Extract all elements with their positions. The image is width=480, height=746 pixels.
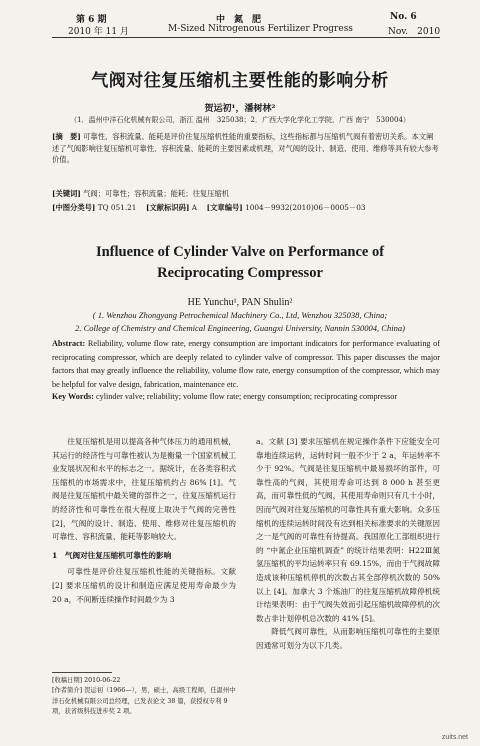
title-en-line2: Reciprocating Compressor [157,265,323,281]
authors-cn: 贺运初¹，潘树林² [204,104,276,114]
affiliation-cn: （1．温州中洋石化机械有限公司，浙江 温州 325038；2．广西大学化学化工学院，广西 南宁 530004） [70,116,410,124]
keywords-cn [52,188,440,200]
issue-en: No. 6 [390,12,417,22]
abstract-cn-text: 可靠性、容积流量、能耗是评价往复压缩机性能的重要指标，这些指标都与压缩机气阀有着密切关系。本文阐述了气阀影响往复压缩机可靠性、容积流量、能耗的主要因素或机理，对气阀的设计、制造、使用、维修等具有较大参考价值。 [52,132,439,164]
journal-en: M-Sized Nitrogenous Fertilizer Progress [168,24,353,34]
watermark: zuits.net [441,734,468,741]
journal-cn: 中 氮 肥 [216,15,262,25]
author-bio: [作者简介] 贺运初（1966—），男，硕士，高级工程师，任温州中洋石化机械有限公司总经理，已发表论文 38 篇，获授权专利 9 项，获省级科技进步奖 2 项。 [52,687,236,716]
keywords-cn-text: 气阀；可靠性；容积流量；能耗；往复压缩机 [83,189,230,198]
body-paragraph: 往复压缩机是用以提高各种气体压力的通用机械，其运行的经济性与可靠性被认为是衡量一个国家机械工业发展状况和水平的标志之一。据统计，在各类容积式压缩机的市场需求中，往复压缩机约占 86% [1]。气阀是往复压缩机中最关键的部件之一，往复压缩机运行的经济性和可靠性在很大程度上取决于气阀的完善性 [2]，气阀的设计、制造、使用、维修对往复压缩机的可靠性、容积流量、能耗等影响较大。 [52,437,236,542]
footnote [52,676,236,718]
body-right-column [256,435,440,653]
abstract-cn-label: [摘 要] [52,132,81,141]
keywords-en-label: Key Words: [52,392,94,401]
date-en: Nov. 2010 [388,27,441,37]
body-left-column [52,435,236,606]
authors-en: HE Yunchu¹, PAN Shulin² [187,297,293,308]
received-date: [收稿日期] 2010-06-22 [52,677,121,684]
header-rule [52,37,440,38]
doc-code: A [191,203,198,212]
abstract-en-text: Reliability, volume flow rate, energy consumption are important indicators for performance evaluating of reciprocating compressor, which are deeply related to cylinder valve of compressor. This paper discusses the major factors that may greatly influence the reliability, volume flow rate, energy consumption of the compressor, which may be helpful for valve design, fabrication, maintenance etc. [52,339,440,389]
doc-code-label: [文献标识码] [146,203,190,212]
abstract-en [52,337,440,391]
body-paragraph: 降低气阀可靠性，从而影响压缩机可靠性的主要原因通常可划分为以下几类。 [256,627,440,650]
abstract-en-label: Abstract: [52,339,86,348]
abstract-cn [52,131,440,166]
class-no: TQ 051.21 [97,203,137,212]
section-heading: 1 气阀对往复压缩机可靠性的影响 [52,550,172,560]
title-cn: 气阀对往复压缩机主要性能的影响分析 [91,71,389,91]
keywords-en [52,390,440,404]
footnote-rule [52,672,112,673]
issue-cn: 第 6 期 [76,15,107,25]
body-paragraph: a。文献 [3] 要求压缩机在规定操作条件下应能安全可靠地连续运转，运转时间一般不少于 2 a，年运转率不少于 92%。气阀是往复压缩机中最易损坏的部件，可靠性高的气阀，其使用寿命可达到 8 000 h 甚至更高，而可靠性低的气阀，其使用寿命则只有几十小时，因而气阀对往复压缩机的可靠性具有重大影响。众多压缩机的连续运转时间没有达到相关标准要求的关键原因之一是气阀的可靠性有待提高。我国原化工部组织进行的 “中氮企业压缩机调查” 的统计结果表明：H22Ⅲ氮氢压缩机的平均运转率只有 69.15%，而由于气阀故障造成该种压缩机停机的次数占其全部停机次数的 50% 以上 [4]。加拿大 3 个炼油厂的往复压缩机故障停机统计结果表明：由于气阀失效而引起压缩机故障停机的次数占非计划停机总次数的 41% [5]。 [256,437,440,623]
body-paragraph: 可靠性是评价往复压缩机性能的关键指标。文献 [2] 要求压缩机的设计和制造应满足使用寿命最少为 20 a，不间断连续操作时间最少为 3 [52,567,236,604]
title-en-line1: Influence of Cylinder Valve on Performance of [95,244,385,260]
class-no-label: [中图分类号] [52,203,96,212]
affiliation-en-1: ( 1. Wenzhou Zhongyang Petrochemical Machinery Co., Ltd, Wenzhou 325038, China; [92,310,388,320]
date-cn: 2010 年 11 月 [68,27,129,37]
article-no-label: [文章编号] [206,203,243,212]
article-no: 1004－9932(2010)06－0005－03 [245,203,366,212]
keywords-cn-label: [关键词] [52,189,81,198]
classification-line [52,202,440,214]
keywords-en-text: cylinder valve; reliability; volume flow rate; energy consumption; reciprocating compressor [93,392,398,401]
affiliation-en-2: 2. College of Chemistry and Chemical Engineering, Guangxi University, Nannin 530004, China) [75,323,405,333]
